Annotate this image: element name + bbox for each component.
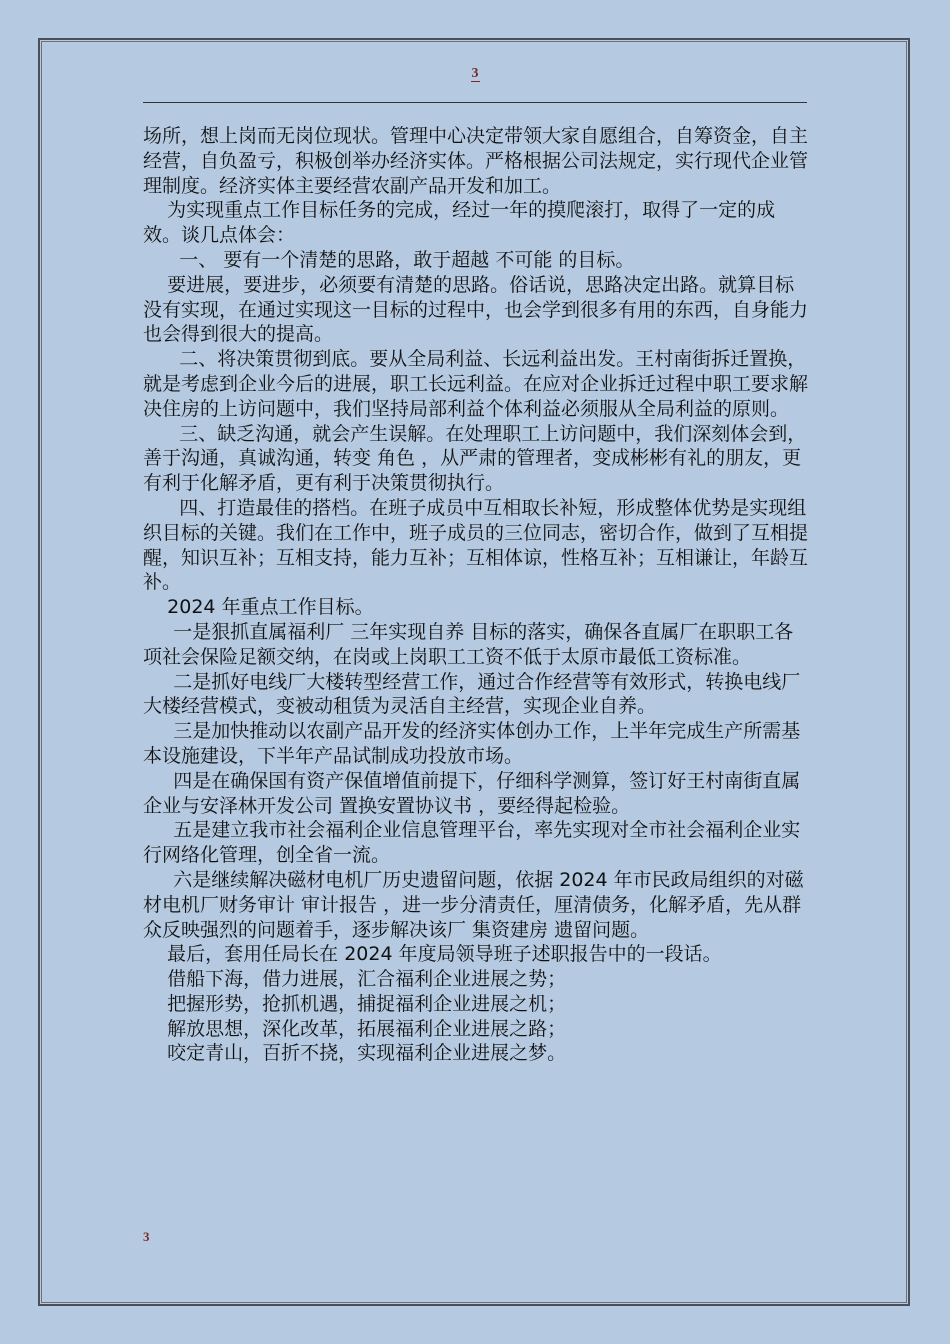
paragraph: 六是继续解决磁材电机厂历史遗留问题，依据 2024 年市民政局组织的对磁材电机厂财务审计 审计报告 ，进一步分清责任，厘清债务，化解矛盾，先从群众反映强烈的问题着手，逐步解决该厂 集资建房 遗留问题。 xyxy=(143,868,804,941)
paragraph: 四是在确保国有资产保值增值前提下，仔细科学测算，签订好王村南街直属企业与安泽林开发公司 置换安置协议书 ，要经得起检验。 xyxy=(143,769,801,817)
quote-line: 把握形势，抢抓机遇，捕捉福利企业进展之机； xyxy=(143,992,567,1015)
paragraph: 最后，套用任局长在 2024 年度局领导班子述职报告中的一段话。 xyxy=(143,943,722,966)
paragraph: 五是建立我市社会福利企业信息管理平台，率先实现对全市社会福利企业实行网络化管理，创全省一流。 xyxy=(143,819,801,867)
paragraph: 四、打造最佳的搭档。在班子成员中互相取长补短，形成整体优势是实现组织目标的关键。我们在工作中，班子成员的三位同志，密切合作，做到了互相提醒，知识互补；互相支持，能力互补；互相体谅，性格互补；互相谦让，年龄互补。 xyxy=(143,496,809,594)
header-rule xyxy=(143,102,807,103)
quote-line: 解放思想，深化改革，拓展福利企业进展之路； xyxy=(143,1017,567,1040)
paragraph: 一是狠抓直属福利厂 三年实现自养 目标的落实，确保各直属厂在职职工各项社会保险足额交纳，在岗或上岗职工工资不低于太原市最低工资标准。 xyxy=(143,620,794,668)
paragraph: 三、缺乏沟通，就会产生误解。在处理职工上访问题中，我们深刻体会到，善于沟通，真诚沟通，转变 角色 ，从严肃的管理者，变成彬彬有礼的朋友，更有利于化解矛盾，更有利于决策贯彻执行。 xyxy=(143,422,807,495)
paragraph: 二、将决策贯彻到底。要从全局利益、长远利益出发。王村南街拆迁置换，就是考虑到企业今后的进展，职工长远利益。在应对企业拆迁过程中职工要求解决住房的上访问题中，我们坚持局部利益个体利益必须服从全局利益的原则。 xyxy=(143,348,809,420)
quote-line: 借船下海，借力进展，汇合福利企业进展之势； xyxy=(143,968,567,991)
footer-page-number: 3 xyxy=(143,1229,150,1244)
header-page-number: 3 xyxy=(471,66,479,81)
section-heading: 2024 年重点工作目标。 xyxy=(143,596,374,619)
document-body xyxy=(143,124,811,1066)
paragraph: 场所，想上岗而无岗位现状。管理中心决定带领大家自愿组合，自筹资金，自主经营，自负盈亏，积极创举办经济实体。严格根据公司法规定，实行现代企业管理制度。经济实体主要经营农副产品开发和加工。 xyxy=(143,125,809,197)
paragraph: 二是抓好电线厂大楼转型经营工作，通过合作经营等有效形式，转换电线厂大楼经营模式，变被动租赁为灵活自主经营，实现企业自养。 xyxy=(143,670,801,718)
paragraph: 要进展，要进步，必须要有清楚的思路。俗话说，思路决定出路。就算目标没有实现，在通过实现这一目标的过程中，也会学到很多有用的东西，自身能力也会得到很大的提高。 xyxy=(143,273,809,346)
quote-line: 咬定青山，百折不挠，实现福利企业进展之梦。 xyxy=(143,1042,567,1065)
section-heading: 一、 要有一个清楚的思路，敢于超越 不可能 的目标。 xyxy=(143,248,635,271)
paragraph: 为实现重点工作目标任务的完成，经过一年的摸爬滚打，取得了一定的成效。谈几点体会： xyxy=(143,199,776,247)
paragraph: 三是加快推动以农副产品开发的经济实体创办工作，上半年完成生产所需基本设施建设，下半年产品试制成功投放市场。 xyxy=(143,720,801,767)
